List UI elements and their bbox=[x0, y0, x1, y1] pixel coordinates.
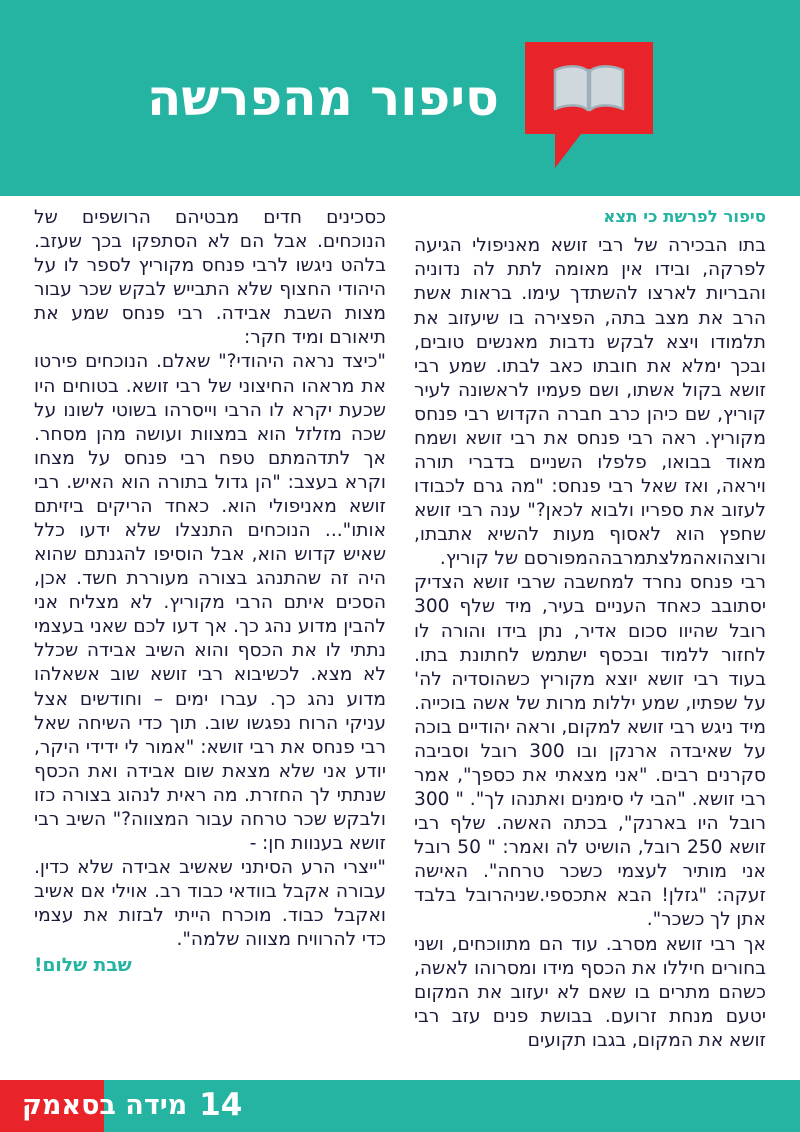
page-number: 14 bbox=[199, 1086, 243, 1123]
paragraph: "כיצד נראה היהודי?" שאלם. הנוכחים פירטו את מראהו החיצוני של רבי זושא. בטוחים היו שכעת יקרא לו הרבי וייסרהו בשוטי לשונו על שכה מזלזל הוא במצוות ועושה מהן מסחר. אך לתדהמתם טפח רבי פנחס על מצחו וקרא בעצב: "הן גדול בתורה הוא האיש. רבי זושא מאניפולי הוא. כאחד הריקים ביזיתם אותו"... הנוכחים התנצלו שלא ידעו כלל שאיש קדוש הוא, אבל הוסיפו להגנתם שהוא היה זה שהתנהג בצורה מעוררת חשד. אכן, הסכים איתם הרבי מקוריץ. לא מצליח אני להבין מדוע נהג כך. אך דעו לכם שאני בעצמי נתתי לו את הכסף והוא השיב אבידה שכלל לא מצא. לכשיבוא רבי זושא שוב אשאלהו מדוע נהג כך. עברו ימים – וחודשים אצל עניקי הרוח נפגשו שוב. תוך כדי השיחה שאל רבי פנחס את רבי זושא: "אמור לי ידידי היקר, יודע אני שלא מצאת שום אבידה ואת הכסף שנתתי לך החזרת. מה ראית לנהוג בצורה כזו ולבקש שכר טרחה עבור המצווה?" השיב רבי זושא בענוות חן: - bbox=[34, 351, 386, 855]
paragraph: רבי פנחס נחרד למחשבה שרבי זושא הצדיק יסתובב כאחד העניים בעיר, מיד שלף 300 רובל שהיוו סכום אדיר, נתן בידו והורה לו לחזור ללמוד ובכסף ישתמש לחתונת בתו. בעוד רבי זושא יוצא מקוריץ כשהוסדיה לה' על שפתיו, שמע יללות מרות של אשה בוכייה. מיד ניגש רבי זושא למקום, וראה יהודיים בוכה על שאיבדה ארנקן ובו 300 רובל וסביבה סקרנים רבים. "אני מצאתי את כספך", אמר רבי זושא. "הבי לי סימנים ואתנהו לך". " 300 רובל היו בארנק", בכתה האשה. שלף רבי זושא 250 רובל, הושיט לה ואמר: " 50 רובל אני מותיר לעצמי כשכר טרחה". האישה זעקה: "גזלן! הבא אתכספי.שניהרובל בלבד אתן לך כשכר". bbox=[414, 572, 766, 931]
paragraph: אך רבי זושא מסרב. עוד הם מתווכחים, ושני בחורים חיללו את הכסף מידו ומסרוהו לאשה, כשהם מתרים בו שאם לא יעזוב את המקום יטעם מנחת זרועם. בבושת פנים עזב רבי זושא את המקום, בגבו תקועים bbox=[414, 933, 766, 1051]
page-header-band bbox=[0, 0, 800, 196]
speech-bubble-badge bbox=[525, 42, 653, 154]
article-kicker: סיפור לפרשת כי תצא bbox=[603, 207, 766, 226]
brand-label: מידה בסאמק bbox=[22, 1089, 188, 1121]
page-header bbox=[0, 0, 800, 196]
page-title: סיפור מהפרשה bbox=[146, 69, 500, 127]
speech-bubble-tail bbox=[555, 134, 581, 168]
paragraph: "ייצרי הרע הסיתני שאשיב אבידה שלא כדין. עבורה אקבל בוודאי כבוד רב. אוילי אם אשיב ואקבל כבוד. מוכרח הייתי לבזות את עצמי כדי להרוויח מצווה שלמה". bbox=[34, 857, 386, 951]
footer-content bbox=[0, 1080, 800, 1132]
paragraph: בתו הבכירה של רבי זושא מאניפולי הגיעה לפרקה, ובידו אין מאומה לתת לה נדוניה והבריות לארצו להשתדך עימו. בראות אשת הרב את מצב בתה, הפצירה בו שיעזוב את תלמודו ויצא לבקש נדבות מאנשים טובים, ובכך ימלא את חובתו כאב לבתו. שמע רבי זושא בקול אשתו, ושם פעמיו לראשונה לעיר קוריץ, שם כיהן כרב חברה הקדוש רבי פנחס מקוריץ. ראה רבי פנחס את רבי זושא ושמח מאוד בבואו, פלפלו השניים בדברי תורה ויראה, ואז שאל רבי פנחס: "מה גרם לכבודו לעזוב את ספריו ולבוא לכאן?" ענה רבי זושא שחפץ הוא לאסוף מעות להשיא אתבתו, ורוצהואהמלצתמרבההמפורסם של קוריץ. bbox=[414, 235, 766, 570]
closing-greeting: שבת שלום! bbox=[34, 955, 132, 977]
article-body bbox=[0, 206, 800, 1066]
paragraph: כסכינים חדים מבטיהם הרושפים של הנוכחים. אבל הם לא הסתפקו בכך שעזב. בלהט ניגשו לרבי פנחס מקוריץ לספר לו על היהודי החצוף שלא התבייש לבקש שכר עבור מצות השבת אבידה. רבי פנחס שמע את תיאורם ומיד חקר: bbox=[34, 207, 386, 349]
column-right bbox=[414, 206, 766, 1066]
page-footer bbox=[0, 1080, 800, 1132]
column-left bbox=[34, 206, 386, 1066]
open-book-icon bbox=[551, 64, 627, 114]
